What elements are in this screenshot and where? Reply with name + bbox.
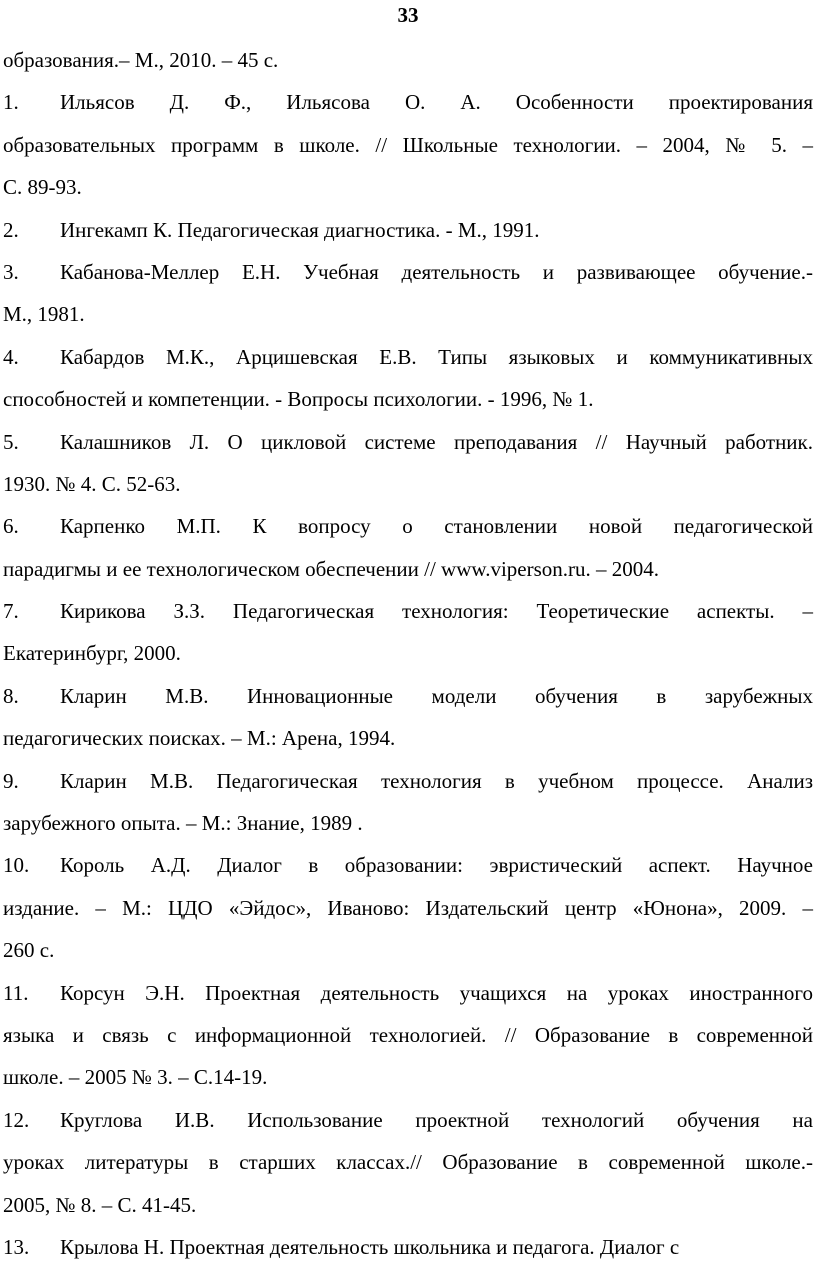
entry-line	[3, 802, 813, 844]
entry-first-line	[3, 251, 813, 293]
entry-number: 12.	[3, 1107, 30, 1132]
entry-number: 11.	[3, 980, 29, 1005]
entry-text: Корсун Э.Н. Проектная деятельность учащихся на уроках иностранного	[60, 980, 813, 1005]
entry-text: Ингекамп К. Педагогическая диагностика. - М., 1991.	[60, 217, 540, 242]
bibliography-entries	[3, 81, 813, 1268]
entry-text: Карпенко М.П. К вопросу о становлении новой педагогической	[60, 514, 813, 539]
entry-text: педагогических поисках. – М.: Арена, 1994.	[3, 726, 396, 751]
entry-first-line	[3, 590, 813, 632]
bibliography-list	[3, 39, 813, 1268]
entry-line	[3, 1014, 813, 1056]
bibliography-entry	[3, 336, 813, 421]
entry-line	[3, 378, 813, 420]
entry-text: уроках литературы в старших классах.// Образование в современной школе.-	[3, 1150, 813, 1175]
bibliography-entry	[3, 209, 813, 251]
entry-number: 10.	[3, 853, 30, 878]
entry-text: школе. – 2005 № 3. – С.14-19.	[3, 1065, 268, 1090]
entry-text: зарубежного опыта. – М.: Знание, 1989 .	[3, 811, 363, 836]
entry-line	[3, 929, 813, 971]
entry-first-line	[3, 421, 813, 463]
entry-first-line	[3, 972, 813, 1014]
entry-text: Кабанова-Меллер Е.Н. Учебная деятельность и развивающее обучение.-	[60, 259, 813, 284]
bibliography-entry	[3, 844, 813, 971]
entry-first-line	[3, 505, 813, 547]
entry-first-line	[3, 209, 813, 251]
entry-first-line	[3, 844, 813, 886]
entry-text: Кларин М.В. Инновационные модели обучения в зарубежных	[60, 683, 813, 708]
bibliography-entry	[3, 590, 813, 675]
entry-text: Калашников Л. О цикловой системе преподавания // Научный работник.	[60, 429, 813, 454]
entry-text: Крылова Н. Проектная деятельность школьника и педагога. Диалог с	[60, 1234, 680, 1259]
entry-text: С. 89-93.	[3, 175, 82, 200]
entry-first-line	[3, 81, 813, 123]
entry-text: способностей и компетенции. - Вопросы психологии. - 1996, № 1.	[3, 387, 594, 412]
bibliography-entry	[3, 1226, 813, 1268]
entry-number: 5.	[3, 429, 19, 454]
entry-number: 9.	[3, 768, 19, 793]
entry-line	[3, 124, 813, 166]
bibliography-entry	[3, 251, 813, 336]
entry-text: языка и связь с информационной технологией. // Образование в современной	[3, 1022, 813, 1047]
entry-text: Екатеринбург, 2000.	[3, 641, 181, 666]
entry-first-line	[3, 1226, 813, 1268]
entry-text: Круглова И.В. Использование проектной технологий обучения на	[60, 1107, 813, 1132]
entry-text: М., 1981.	[3, 302, 85, 327]
entry-text: Кирикова З.З. Педагогическая технология: Теоретические аспекты. –	[60, 599, 813, 624]
entry-number: 4.	[3, 344, 19, 369]
entry-number: 6.	[3, 514, 19, 539]
bibliography-entry	[3, 675, 813, 760]
entry-line	[3, 293, 813, 335]
entry-line	[3, 1184, 813, 1226]
bibliography-entry	[3, 421, 813, 506]
bibliography-entry	[3, 760, 813, 845]
entry-text: парадигмы и ее технологическом обеспечении // www.viperson.ru. – 2004.	[3, 556, 660, 581]
bibliography-entry	[3, 1099, 813, 1226]
entry-line	[3, 632, 813, 674]
bibliography-entry	[3, 505, 813, 590]
entry-text: Ильясов Д. Ф., Ильясова О. А. Особенности проектирования	[60, 90, 813, 115]
entry-text: Кларин М.В. Педагогическая технология в учебном процессе. Анализ	[60, 768, 813, 793]
entry-text: 2005, № 8. – С. 41-45.	[3, 1192, 197, 1217]
entry-number: 1.	[3, 90, 19, 115]
entry-text: Король А.Д. Диалог в образовании: эвристический аспект. Научное	[60, 853, 813, 878]
entry-number: 7.	[3, 599, 19, 624]
entry-first-line	[3, 760, 813, 802]
entry-number: 3.	[3, 259, 19, 284]
entry-text: Кабардов М.К., Арцишевская Е.В. Типы языковых и коммуникативных	[60, 344, 813, 369]
entry-line	[3, 1141, 813, 1183]
entry-line	[3, 1056, 813, 1098]
entry-first-line	[3, 336, 813, 378]
entry-text: издание. – М.: ЦДО «Эйдос», Иваново: Издательский центр «Юнона», 2009. –	[3, 895, 813, 920]
entry-line	[3, 887, 813, 929]
entry-text: образовательных программ в школе. // Школьные технологии. – 2004, № 5. –	[3, 132, 813, 157]
continuation-line: образования.– М., 2010. – 45 с.	[3, 48, 279, 72]
entry-number: 8.	[3, 683, 19, 708]
entry-line	[3, 548, 813, 590]
entry-first-line	[3, 1099, 813, 1141]
entry-line	[3, 717, 813, 759]
bibliography-entry	[3, 81, 813, 208]
entry-number: 13.	[3, 1234, 30, 1259]
entry-line	[3, 463, 813, 505]
entry-first-line	[3, 675, 813, 717]
entry-line	[3, 166, 813, 208]
bibliography-entry	[3, 972, 813, 1099]
page-number: 33	[397, 3, 419, 27]
entry-number: 2.	[3, 217, 19, 242]
entry-text: 260 с.	[3, 938, 55, 963]
entry-text: 1930. № 4. С. 52-63.	[3, 471, 181, 496]
